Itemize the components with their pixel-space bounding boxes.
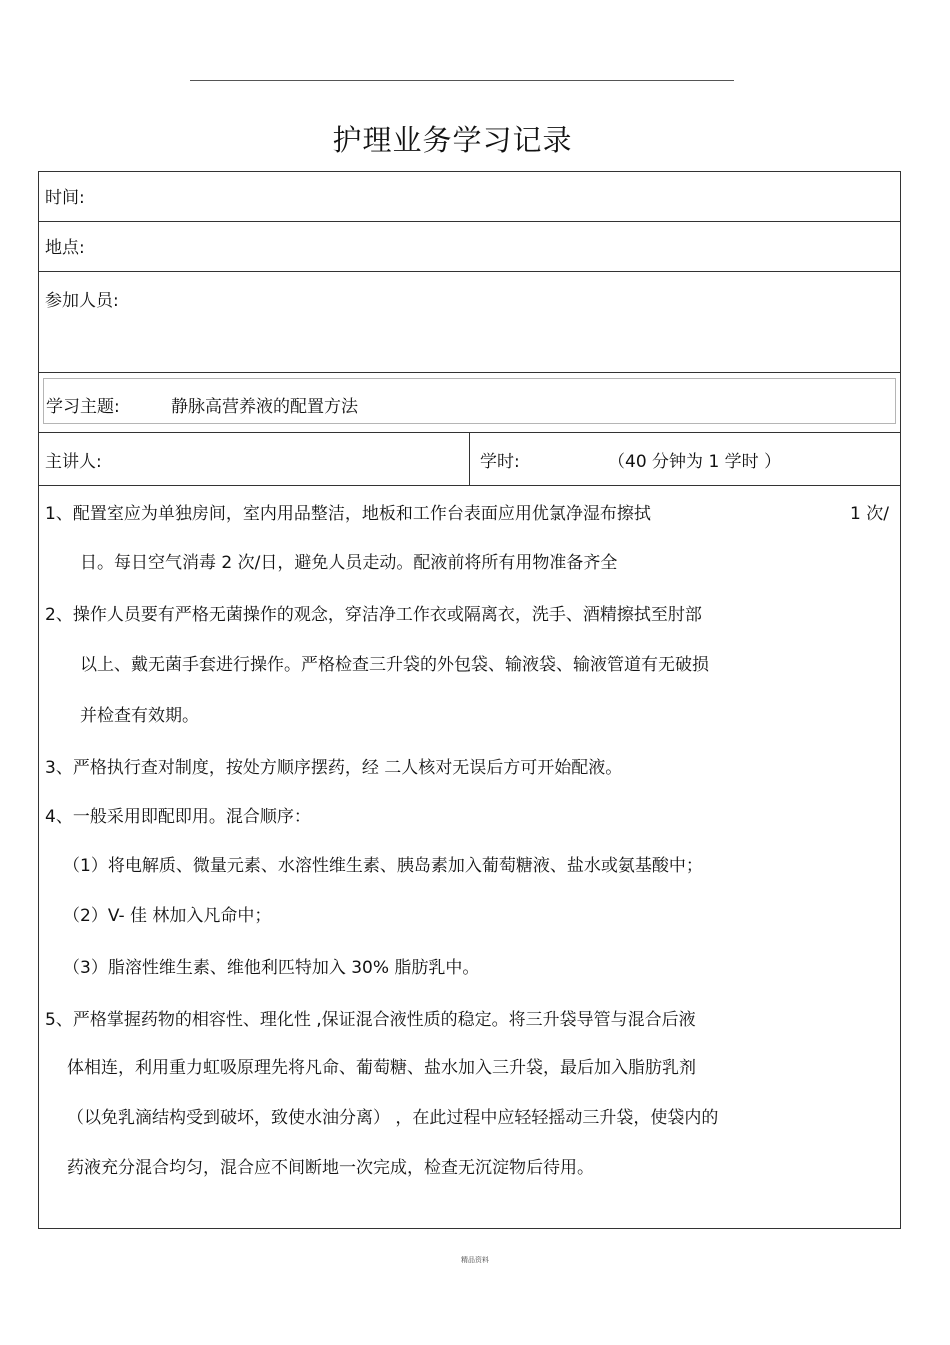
content-line: 3、严格执行查对制度，按处方顺序摆药，经 二人核对无误后方可开始配液。 (45, 758, 623, 778)
page-title: 护理业务学习记录 (332, 123, 573, 157)
content-line: 1、配置室应为单独房间，室内用品整洁，地板和工作台表面应用优氯净湿布擦拭 (45, 504, 651, 524)
content-line: （以免乳滴结构受到破坏，致使水油分离） ，在此过程中应轻轻摇动三升袋，使袋内的 (67, 1108, 719, 1128)
content-line: （1）将电解质、微量元素、水溶性维生素、胰岛素加入葡萄糖液、盐水或氨基酸中； (63, 856, 703, 876)
row-divider (38, 372, 901, 373)
participants-label: 参加人员: (45, 291, 119, 311)
row-divider (38, 221, 901, 222)
hours-label: 学时: (480, 452, 520, 472)
topic-label: 学习主题: (46, 397, 120, 417)
speaker-label: 主讲人: (45, 452, 102, 472)
content-line: （2）V- 佳 林加入凡命中； (63, 906, 272, 926)
content-line: 5、严格掌握药物的相容性、理化性 ,保证混合液性质的稳定。将三升袋导管与混合后液 (45, 1010, 696, 1030)
topic-value: 静脉高营养液的配置方法 (171, 397, 358, 417)
top-rule (190, 80, 734, 81)
content-line: 以上、戴无菌手套进行操作。严格检查三升袋的外包袋、输液袋、输液管道有无破损 (80, 655, 709, 675)
column-divider (469, 432, 470, 485)
content-line: 并检查有效期。 (80, 706, 199, 726)
hours-value: （40 分钟为 1 学时 ） (608, 452, 782, 472)
content-line: （3）脂溶性维生素、维他利匹特加入 30% 脂肪乳中。 (63, 958, 480, 978)
content-line: 2、操作人员要有严格无菌操作的观念，穿洁净工作衣或隔离衣，洗手、酒精擦拭至肘部 (45, 605, 702, 625)
content-line: 日。每日空气消毒 2 次/日，避免人员走动。配液前将所有用物准备齐全 (80, 553, 618, 573)
row-divider (38, 485, 901, 486)
footer-note: 精品资料 (461, 1256, 489, 1264)
content-line: 4、一般采用即配即用。混合顺序： (45, 807, 311, 827)
place-label: 地点: (45, 238, 85, 258)
content-line: 药液充分混合均匀，混合应不间断地一次完成，检查无沉淀物后待用。 (67, 1158, 594, 1178)
content-line: 体相连，利用重力虹吸原理先将凡命、葡萄糖、盐水加入三升袋，最后加入脂肪乳剂 (67, 1058, 696, 1078)
row-divider (38, 271, 901, 272)
content-line: 1 次/ (850, 504, 889, 524)
time-label: 时间: (45, 188, 85, 208)
